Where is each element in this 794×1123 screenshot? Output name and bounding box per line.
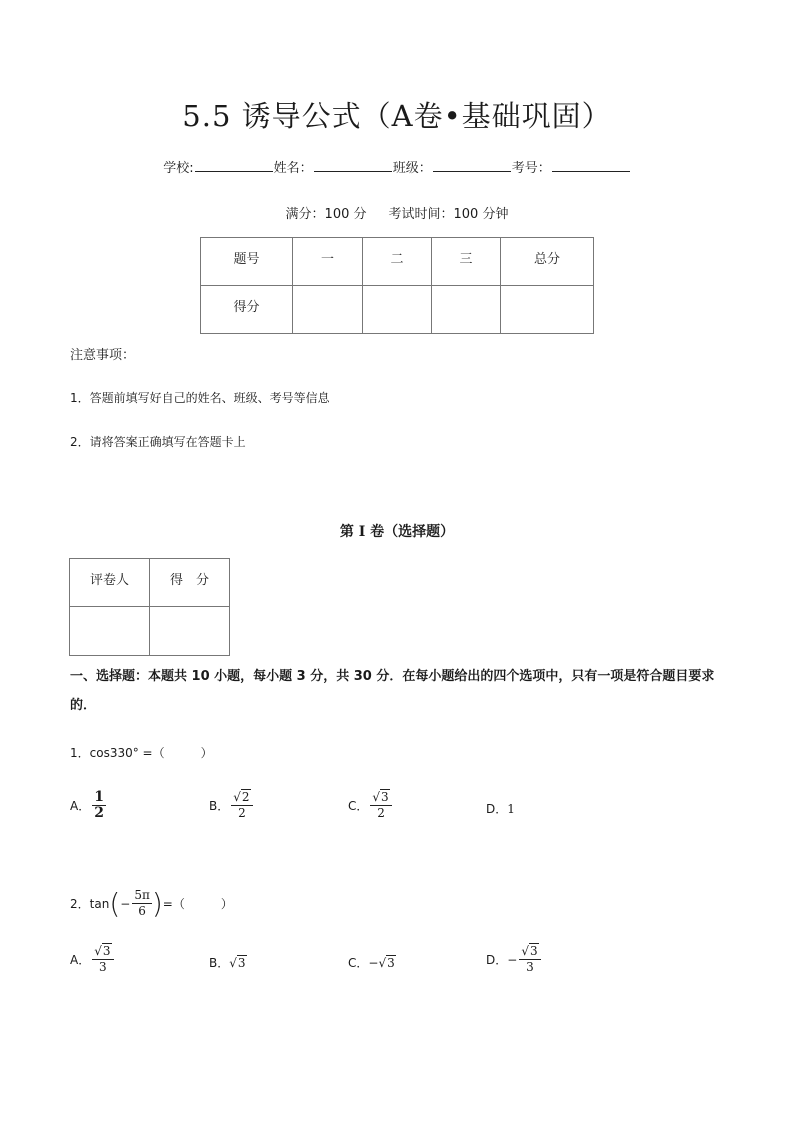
- denominator: 3: [99, 960, 107, 974]
- score-table: [200, 237, 594, 334]
- minus-sign: −: [507, 952, 518, 967]
- score-header-cell: 总分: [501, 238, 594, 286]
- numerator: [92, 944, 113, 960]
- numerator: 5π: [134, 888, 150, 902]
- score-cell[interactable]: [363, 286, 432, 334]
- school-blank[interactable]: [195, 158, 273, 172]
- option-label: A．: [70, 953, 91, 967]
- option-label: A．: [70, 799, 91, 813]
- sqrt-icon: √3: [372, 790, 389, 804]
- numerator: [370, 790, 391, 806]
- numerator: [231, 790, 252, 806]
- grader-table: [69, 558, 230, 656]
- option-label: D．: [486, 802, 508, 816]
- right-paren-icon: ): [151, 886, 163, 920]
- option-label: C．: [348, 799, 369, 813]
- class-blank[interactable]: [433, 158, 511, 172]
- score-header-cell: 二: [363, 238, 432, 286]
- score-cell[interactable]: [501, 286, 594, 334]
- question-1-option-b[interactable]: [209, 790, 253, 821]
- sqrt-icon: √2: [233, 790, 250, 804]
- question-1-option-a[interactable]: [70, 790, 106, 821]
- score-header-cell: 题号: [201, 238, 293, 286]
- option-label: D．: [486, 953, 508, 967]
- notice-item: 2．请将答案正确填写在答题卡上: [70, 435, 246, 449]
- score-table-score-row: [201, 286, 594, 334]
- option-label: B．: [209, 956, 230, 970]
- part-description: 一、选择题：本题共 10 小题，每小题 3 分，共 30 分．在每小题给出的四个选项中，只有一项是符合题目要求的．: [70, 669, 715, 713]
- exam-no-label: 考号：: [511, 161, 551, 176]
- fraction: [519, 944, 540, 975]
- notice-item: 1．答题前填写好自己的姓名、班级、考号等信息: [70, 391, 330, 405]
- sqrt-icon: √3: [94, 944, 111, 958]
- question-1-stem: 1．cos330° =（ ）: [70, 746, 213, 760]
- option-value: 1: [507, 801, 515, 816]
- question-2-stem: [70, 888, 233, 919]
- denominator: 3: [526, 960, 534, 974]
- fraction: [132, 888, 152, 919]
- exam-time: 考试时间：100 分钟: [388, 207, 509, 222]
- score-header-cell: 三: [432, 238, 501, 286]
- grader-header-row: [70, 559, 230, 607]
- score-row-label: 得分: [201, 286, 293, 334]
- denominator: 6: [138, 904, 146, 918]
- name-label: 姓名：: [273, 161, 313, 176]
- left-paren-icon: (: [109, 886, 121, 920]
- sqrt-icon: √3: [229, 955, 246, 970]
- exam-info: [0, 203, 794, 222]
- question-2-option-a[interactable]: [70, 944, 114, 975]
- full-score: 满分：100 分: [285, 207, 367, 222]
- class-label: 班级：: [392, 161, 432, 176]
- grader-cell[interactable]: [70, 607, 150, 656]
- score-cell[interactable]: [432, 286, 501, 334]
- exam-no-blank[interactable]: [552, 158, 630, 172]
- denominator: 2: [94, 805, 104, 821]
- denominator: 2: [377, 806, 385, 820]
- fraction: [92, 944, 113, 975]
- fraction: [92, 790, 106, 821]
- stem-suffix: =（ ）: [162, 897, 233, 911]
- sqrt-icon: √3: [378, 955, 395, 970]
- denominator: 2: [238, 806, 246, 820]
- grader-header-cell: 得 分: [150, 559, 230, 607]
- option-label: C．: [348, 956, 369, 970]
- question-1-option-d[interactable]: [486, 800, 515, 817]
- grader-header-cell: 评卷人: [70, 559, 150, 607]
- notice-title: 注意事项：: [70, 348, 136, 363]
- section-heading: 第 I 卷（选择题）: [339, 524, 455, 540]
- student-info-line: [0, 157, 794, 176]
- score-cell[interactable]: [293, 286, 363, 334]
- numerator: 1: [94, 789, 104, 805]
- score-header-cell: 一: [293, 238, 363, 286]
- numerator: [519, 944, 540, 960]
- school-label: 学校:: [163, 161, 194, 176]
- fraction: [231, 790, 252, 821]
- question-1-option-c[interactable]: [348, 790, 392, 821]
- grader-value-row: [70, 607, 230, 656]
- score-table-header-row: [201, 238, 594, 286]
- question-2-option-c[interactable]: [348, 954, 396, 971]
- score-cell[interactable]: [150, 607, 230, 656]
- sqrt-icon: √3: [521, 944, 538, 958]
- minus-sign: −: [120, 896, 131, 911]
- stem-prefix: 2．tan: [70, 897, 110, 911]
- question-2-option-d[interactable]: [486, 944, 541, 975]
- question-2-option-b[interactable]: [209, 954, 247, 971]
- fraction: [370, 790, 391, 821]
- page-title: 5.5 诱导公式（A卷•基础巩固）: [182, 99, 612, 133]
- name-blank[interactable]: [314, 158, 392, 172]
- minus-sign: −: [368, 955, 379, 970]
- option-label: B．: [209, 799, 230, 813]
